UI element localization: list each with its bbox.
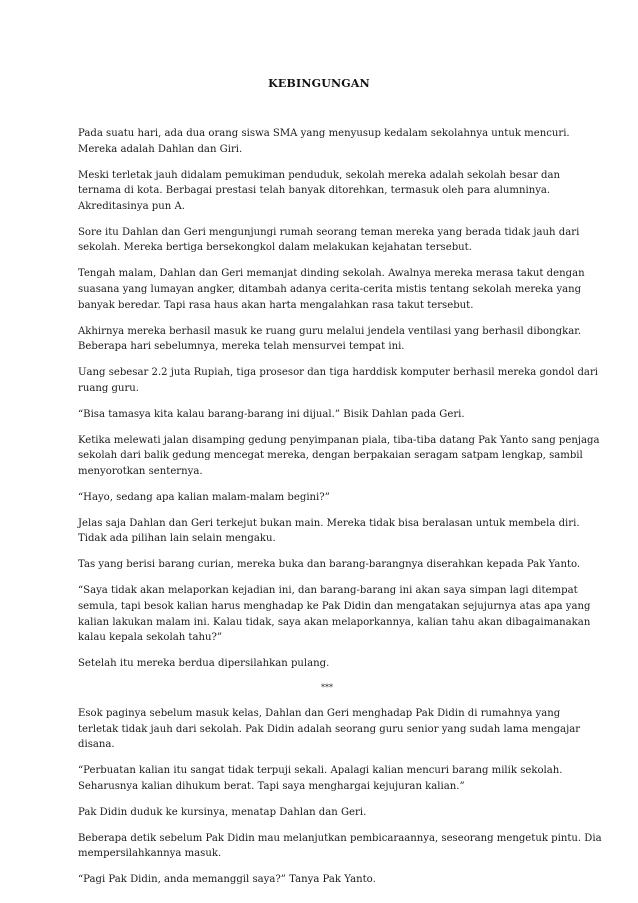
paragraph-line: Beberapa hari sebelumnya, mereka telah mensurvei tempat ini. xyxy=(78,341,405,353)
paragraph xyxy=(78,557,581,573)
paragraph-line: menyorotkan senternya. xyxy=(78,465,203,477)
paragraph-line: banyak beredar. Tapi rasa haus akan harta mengalahkan rasa takut tersebut. xyxy=(78,299,474,311)
paragraph xyxy=(78,266,585,313)
document-body xyxy=(78,126,602,898)
paragraph xyxy=(78,126,568,157)
paragraph-line: sekolah dari balik gedung mencegat mereka, dengan berpakaian seragam satpam lengkap, sambil xyxy=(78,450,583,462)
paragraph xyxy=(78,433,600,480)
paragraph xyxy=(78,490,568,506)
paragraph xyxy=(78,324,582,355)
paragraph-line: “Bisa tamasya kita kalau barang-barang ini dijual.” Bisik Dahlan pada Geri. xyxy=(78,408,465,420)
paragraph-line: Meski terletak jauh didalam pemukiman penduduk, sekolah mereka adalah sekolah besar dan xyxy=(78,169,560,181)
paragraph-line: Tengah malam, Dahlan dan Geri memanjat dinding sekolah. Awalnya mereka merasa takut dengan xyxy=(78,268,585,280)
paragraph-line: ternama di kota. Berbagai prestasi telah banyak ditorehkan, termasuk oleh para alumninya. xyxy=(78,185,551,197)
paragraph-line: “Hayo, sedang apa kalian malam-malam begini?” xyxy=(78,491,330,503)
paragraph-line: suasana yang lumayan angker, ditambah adanya cerita-cerita mistis tentang sekolah mereka yang xyxy=(78,283,582,295)
section-separator: *** xyxy=(321,683,333,693)
paragraph-line: “Pagi Pak Didin, anda memanggil saya?” Tanya Pak Yanto. xyxy=(78,874,376,886)
paragraph-line: Beberapa detik sebelum Pak Didin mau melanjutkan pembicaraannya, seseorang mengetuk pintu. Dia xyxy=(78,832,602,844)
paragraph-line: Setelah itu mereka berdua dipersilahkan pulang. xyxy=(78,658,330,670)
paragraph-line: Esok paginya sebelum masuk kelas, Dahlan dan Geri menghadap Pak Didin di rumahnya yang xyxy=(78,708,561,720)
paragraph-line: Akhirnya mereka berhasil masuk ke ruang guru melalui jendela ventilasi yang berhasil dibongkar. xyxy=(78,325,582,337)
paragraph xyxy=(78,516,580,547)
document-title: KEBINGUNGAN xyxy=(268,77,370,90)
paragraph-line: Mereka adalah Dahlan dan Giri. xyxy=(78,143,243,155)
paragraph xyxy=(78,365,599,396)
paragraph-line: mempersilahkannya masuk. xyxy=(78,848,222,860)
paragraph-line: Tas yang berisi barang curian, mereka buka dan barang-barangnya diserahkan kepada Pak Yanto. xyxy=(78,559,581,571)
paragraph-line: Sore itu Dahlan dan Geri mengunjungi rumah seorang teman mereka yang berada tidak jauh dari xyxy=(78,226,580,238)
paragraph-line: Ketika melewati jalan disamping gedung penyimpanan piala, tiba-tiba datang Pak Yanto sang penjaga xyxy=(78,434,600,446)
paragraph-line: “Saya tidak akan melaporkan kejadian ini, dan barang-barang ini akan saya simpan lagi ditempat xyxy=(78,585,578,597)
paragraph xyxy=(78,831,602,862)
paragraph-line: kalian lakukan malam ini. Kalau tidak, saya akan melaporkannya, kalian tahu akan dibagaimanakan xyxy=(78,616,591,628)
paragraph-line: Uang sebesar 2.2 juta Rupiah, tiga prosesor dan tiga harddisk komputer berhasil mereka gondol dari xyxy=(78,367,599,379)
paragraph xyxy=(78,225,580,256)
paragraph-line: Akreditasinya pun A. xyxy=(78,200,185,212)
paragraph xyxy=(78,168,568,215)
paragraph-line: Pada suatu hari, ada dua orang siswa SMA yang menyusup kedalam sekolahnya untuk mencuri. xyxy=(78,128,570,139)
paragraph xyxy=(78,407,568,423)
paragraph xyxy=(78,656,568,672)
story-section-night xyxy=(78,126,600,672)
paragraph-line: kalau kepala sekolah tahu?” xyxy=(78,632,223,644)
paragraph xyxy=(78,872,568,888)
paragraph xyxy=(78,583,591,645)
paragraph xyxy=(78,763,568,794)
paragraph-line: Tidak ada pilihan lain selain mengaku. xyxy=(78,533,276,545)
paragraph-line: Jelas saja Dahlan dan Geri terkejut bukan main. Mereka tidak bisa beralasan untuk membela diri. xyxy=(78,517,580,529)
paragraph xyxy=(78,706,581,753)
paragraph-line: disana. xyxy=(78,739,115,751)
paragraph-line: Pak Didin duduk ke kursinya, menatap Dahlan dan Geri. xyxy=(78,806,367,818)
paragraph-line: sekolah. Mereka bertiga bersekongkol dalam melakukan kejahatan tersebut. xyxy=(78,242,472,254)
paragraph-line: terletak tidak jauh dari sekolah. Pak Didin adalah seorang guru senior yang sudah lama mengajar xyxy=(78,723,581,735)
paragraph-line: “Perbuatan kalian itu sangat tidak terpuji sekali. Apalagi kalian mencuri barang milik sekolah. xyxy=(78,765,563,777)
paragraph-line: semula, tapi besok kalian harus menghadap ke Pak Didin dan mengatakan sejujurnya atas apa yang xyxy=(78,600,591,612)
story-section-morning xyxy=(78,706,602,888)
paragraph xyxy=(78,805,568,821)
paragraph-line: Seharusnya kalian dihukum berat. Tapi saya menghargai kejujuran kalian.” xyxy=(78,780,465,792)
paragraph-line: ruang guru. xyxy=(78,382,140,394)
